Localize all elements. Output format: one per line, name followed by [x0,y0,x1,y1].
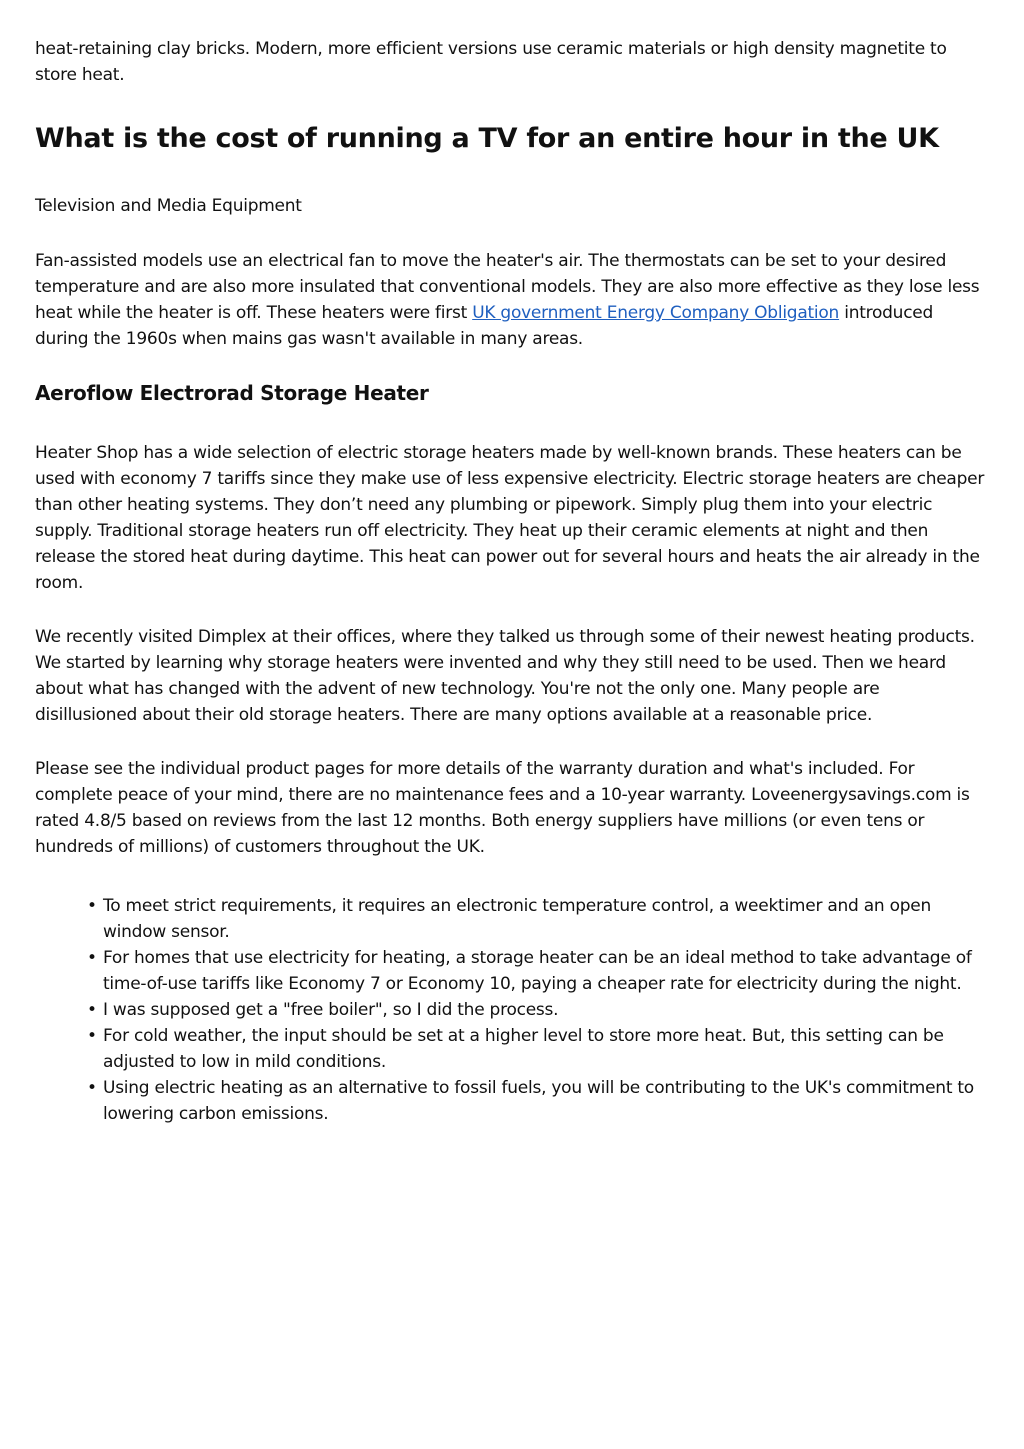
dimplex-paragraph: We recently visited Dimplex at their offices, where they talked us through some of their newest heating products. We started by learning why storage heaters were invented and why they still need to be used. Then we heard about what has changed with the advent of new technology. You're not the only one. Many people are disillusioned about their old storage heaters. There are many options available at a reasonable price. [35,627,975,725]
list-item-text: I was supposed get a "free boiler", so I did the process. [103,1000,559,1020]
warranty-paragraph: Please see the individual product pages for more details of the warranty duration and what's included. For complete peace of your mind, there are no maintenance fees and a 10-year warranty. Loveenergysavings.com is rated 4.8/5 based on reviews from the last 12 months. Both energy suppliers have millions (or even tens or hundreds of millions) of customers throughout the UK. [35,759,970,857]
fan-paragraph-text-after: introduced during the 1960s when mains gas wasn't available in many areas. [35,303,934,349]
main-heading: What is the cost of running a TV for an entire hour in the UK [35,123,939,154]
list-item [87,1075,985,1127]
list-item-text: To meet strict requirements, it requires an electronic temperature control, a weektimer and an open window sensor. [103,896,932,942]
category-line: Television and Media Equipment [35,196,302,216]
bullet-list [35,893,985,1127]
list-item [87,1023,985,1075]
heater-shop-paragraph: Heater Shop has a wide selection of electric storage heaters made by well-known brands. These heaters can be used with economy 7 tariffs since they make use of less expensive electricity. Electric storage heaters are cheaper than other heating systems. They don’t need any plumbing or pipework. Simply plug them into your electric supply. Traditional storage heaters run off electricity. They heat up their ceramic elements at night and then release the stored heat during daytime. This heat can power out for several hours and heats the air already in the room. [35,443,985,593]
list-item-text: Using electric heating as an alternative to fossil fuels, you will be contributing to the UK's commitment to lowering carbon emissions. [103,1078,974,1124]
sub-heading: Aeroflow Electrorad Storage Heater [35,381,429,405]
energy-company-obligation-link[interactable]: UK government Energy Company Obligation [472,303,840,323]
list-item [87,945,985,997]
bullet-dot-icon: • [87,1078,97,1098]
bullet-dot-icon: • [87,1000,97,1020]
list-item-text: For cold weather, the input should be set at a higher level to store more heat. But, this setting can be adjusted to low in mild conditions. [103,1026,944,1072]
list-item [87,997,985,1023]
intro-continuation-paragraph: heat-retaining clay bricks. Modern, more efficient versions use ceramic materials or high density magnetite to store heat. [35,39,947,85]
document-page [35,36,985,1127]
list-item-text: For homes that use electricity for heating, a storage heater can be an ideal method to take advantage of time-of-use tariffs like Economy 7 or Economy 10, paying a cheaper rate for electricity during the night. [103,948,972,994]
bullet-dot-icon: • [87,948,97,968]
bullet-dot-icon: • [87,1026,97,1046]
fan-assisted-paragraph [35,248,985,352]
list-item [87,893,985,945]
bullet-dot-icon: • [87,896,97,916]
fan-paragraph-text-before: Fan-assisted models use an electrical fan to move the heater's air. The thermostats can be set to your desired temperature and are also more insulated that conventional models. They are also more effective as they lose less heat while the heater is off. These heaters were first [35,251,980,323]
